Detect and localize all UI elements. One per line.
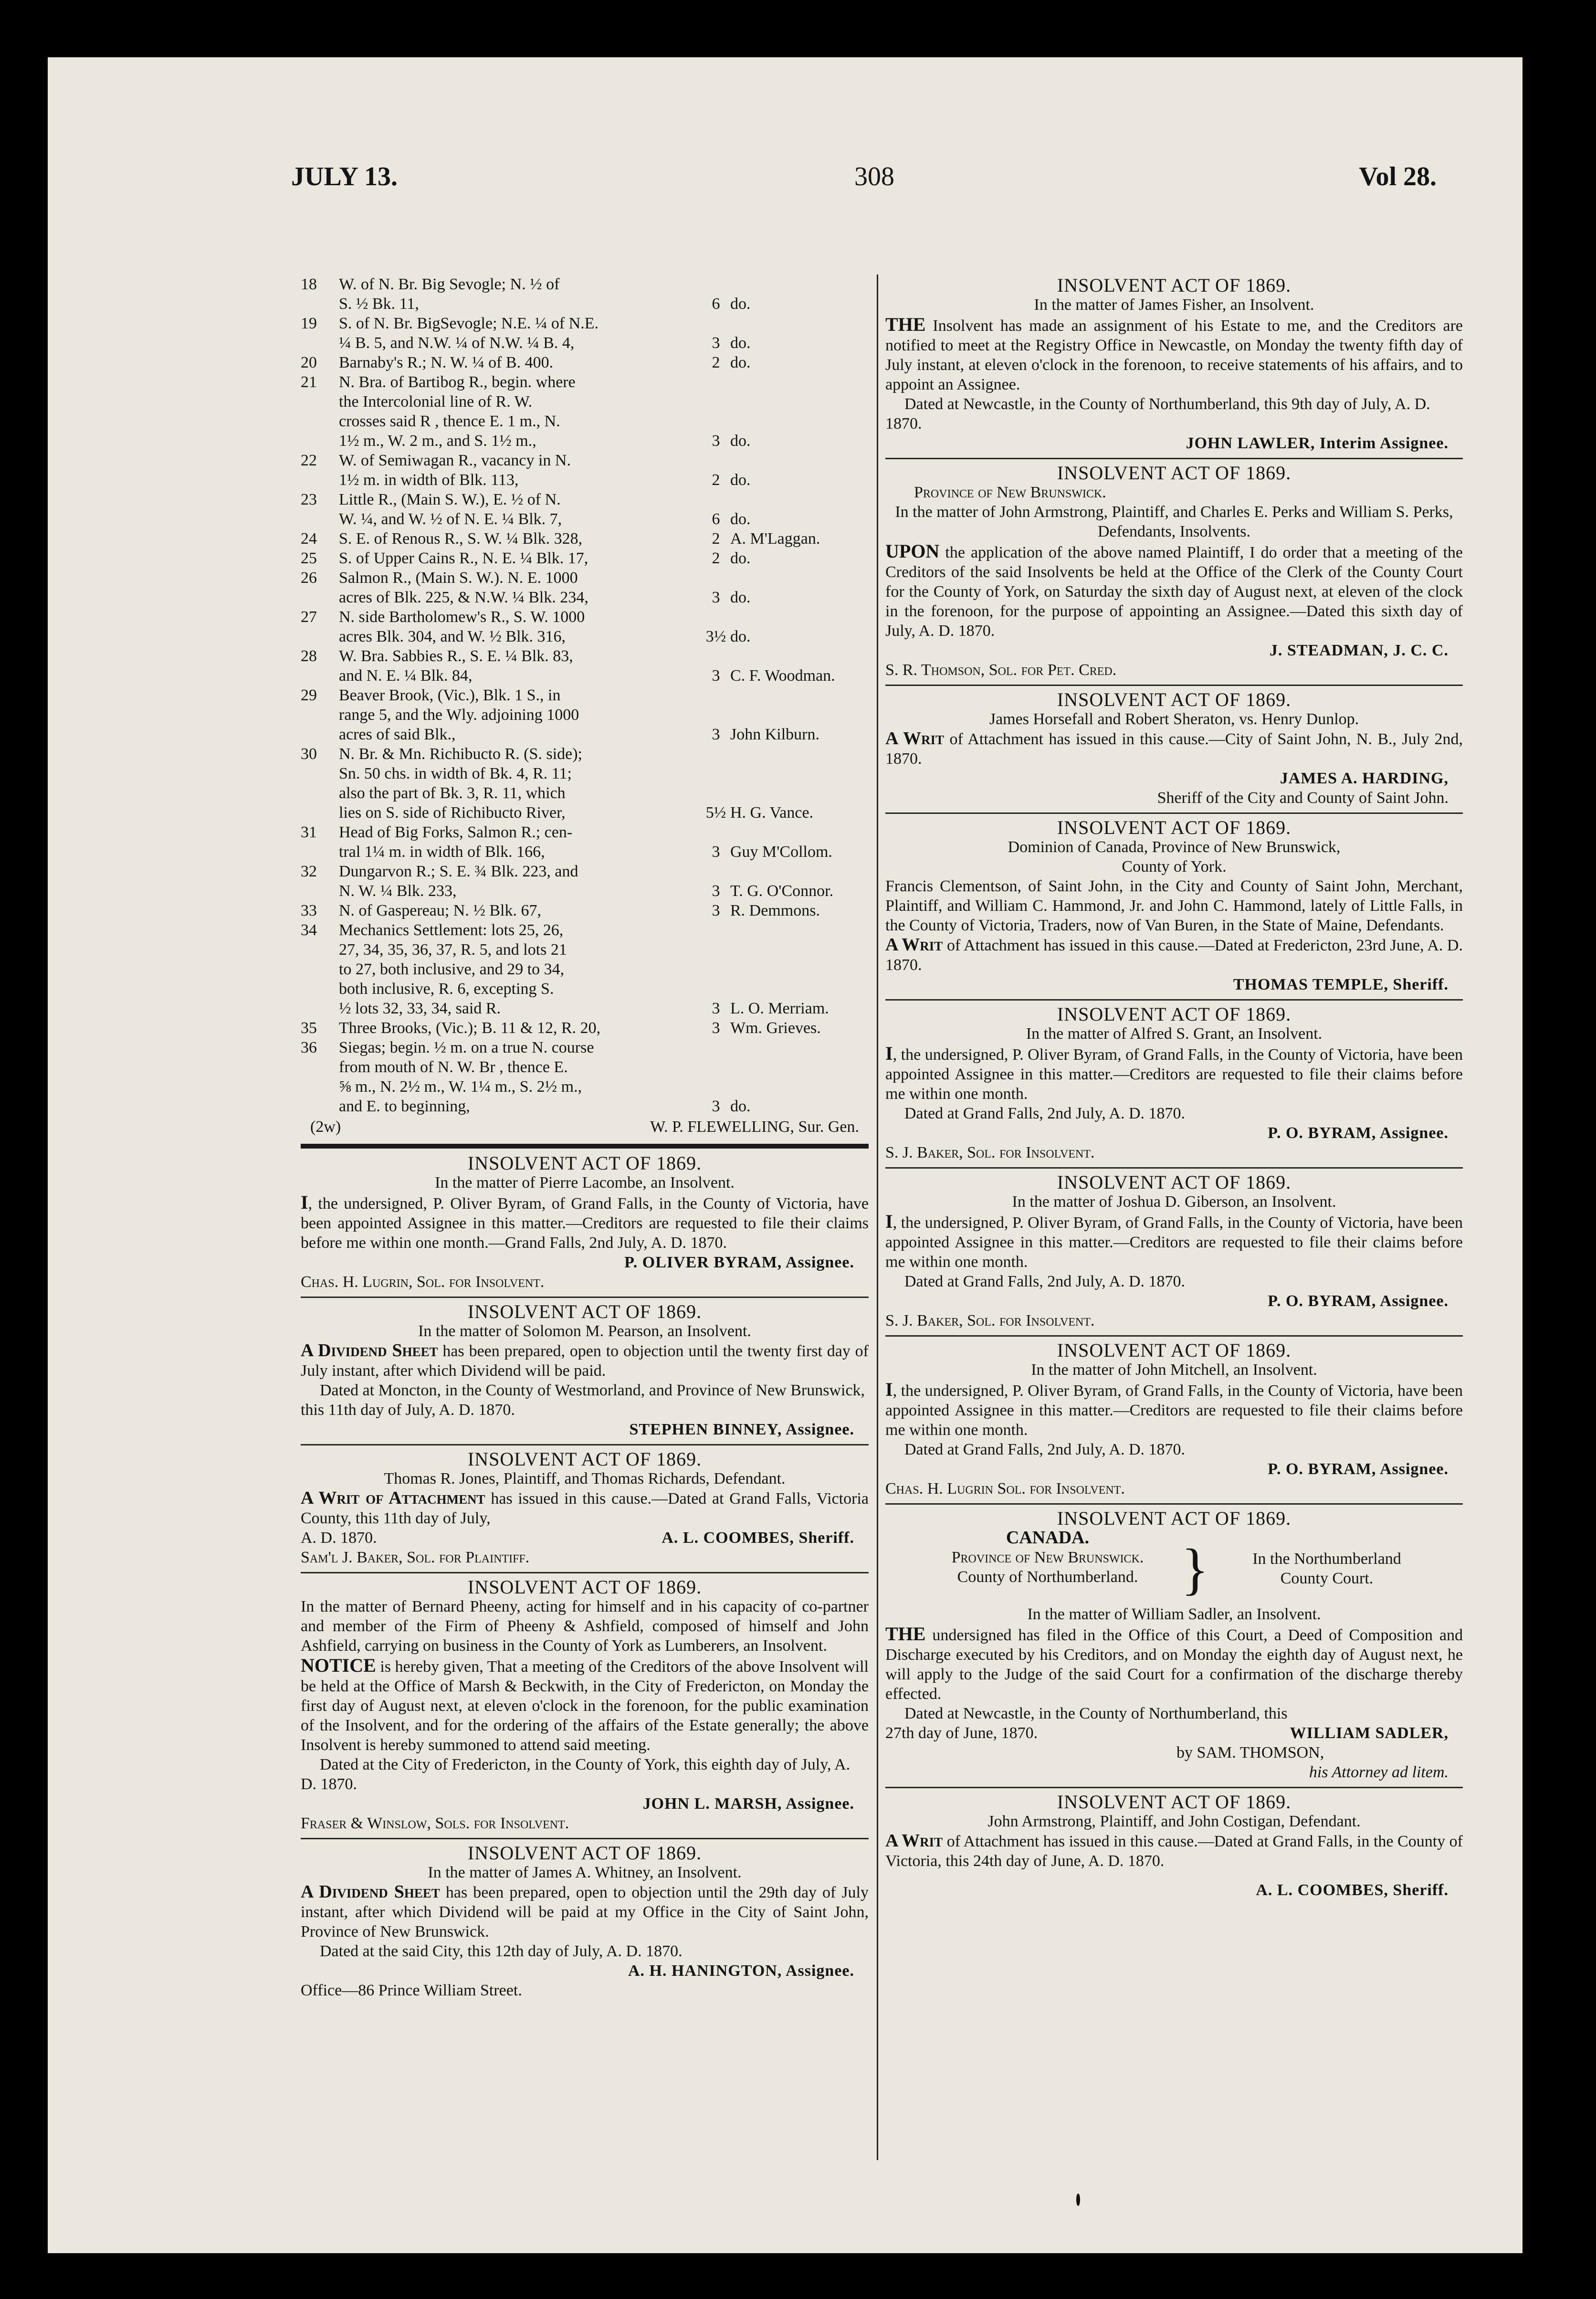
notice-body [885, 935, 1463, 975]
notice-text: has been prepared, open to objection until the 29th day of July instant, after which Dividend will be paid at my Office in the City of Saint John, Province of New Brunswick. [301, 1884, 869, 1940]
lot-number: 20 [301, 354, 317, 371]
land-list-item [301, 920, 869, 1018]
lot-applicant: do. [730, 471, 751, 489]
country-name: CANADA. [1006, 1528, 1090, 1548]
notice-title: INSOLVENT ACT OF 1869. [1057, 274, 1292, 296]
land-list-item [301, 548, 869, 568]
notice-rule [885, 999, 1463, 1001]
lot-quantity: 6 [712, 510, 720, 528]
notice-lead: I [885, 1043, 893, 1064]
lot-quantity: 3 [712, 726, 720, 743]
notice-title: INSOLVENT ACT OF 1869. [1057, 689, 1292, 710]
notice-title: INSOLVENT ACT OF 1869. [1057, 462, 1292, 484]
notice-rule [885, 812, 1463, 814]
notice [885, 690, 1463, 808]
notice [885, 1172, 1463, 1330]
notice-text: , the undersigned, P. Oliver Byram, of Grand Falls, in the County of Victoria, have been appointed Assignee in this matter.—Creditors are requested to file their claims before me within one month. [885, 1214, 1463, 1271]
notice [885, 1792, 1463, 1900]
notice-subtitle: Thomas R. Jones, Plaintiff, and Thomas Richards, Defendant. [384, 1470, 786, 1487]
lot-number: 24 [301, 530, 317, 548]
notice [885, 1508, 1463, 1782]
notice-text: the application of the above named Plaintiff, I do order that a meeting of the Creditors of the said Insolvents be held at the Office of the Clerk of the County Court for the County of York, on Saturday the sixth day of August next, at eleven of the clock in the forenoon, for the purpose of appointing an Assignee.—Dated this sixth day of July, A. D. 1870. [885, 544, 1463, 640]
column-divider [877, 274, 878, 2160]
lot-description: Mechanics Settlement: lots 25, 26, 27, 34, 35, 36, 37, R. 5, and lots 21 to 27, both inclusive, and 29 to 34, both inclusive, R. 6, excepting S. ½ lots 32, 33, 34, said R. [339, 921, 567, 1017]
lot-number: 23 [301, 491, 317, 508]
province-name: Province of New Brunswick. [951, 1549, 1144, 1566]
notice-dated: Dated at Moncton, in the County of Westmorland, and Province of New Brunswick, this 11th day of July, A. D. 1870. [301, 1382, 865, 1419]
notice-signature-title: Sheriff of the City and County of Saint John. [1157, 789, 1449, 807]
notice-dated: Dated at Grand Falls, 2nd July, A. D. 1870. [904, 1441, 1186, 1458]
lot-applicant: L. O. Merriam. [730, 1000, 829, 1017]
lot-number: 25 [301, 549, 317, 567]
notice-signature-line [885, 1723, 1463, 1743]
land-list-item [301, 862, 869, 901]
lot-number: 35 [301, 1019, 317, 1037]
notice-text: is hereby given, That a meeting of the Creditors of the above Insolvent will be held at the Office of Marsh & Beckwith, in the City of Fredericton, on Monday the first day of August next, at eleven o'clock in the forenoon, for the public examination of the Insolvent, and for the ordering of the affairs of the Estate generally; the above Insolvent is hereby summoned to attend said meeting. [301, 1658, 869, 1754]
notice-signature: JAMES A. HARDING, [1280, 770, 1449, 787]
lot-description: Salmon R., (Main S. W.). N. E. 1000 acres of Blk. 225, & N.W. ¼ Blk. 234, [339, 569, 588, 606]
notice-solicitor: S. J. Baker, Sol. for Insolvent. [885, 1312, 1095, 1329]
lot-number: 26 [301, 569, 317, 587]
lot-applicant: do. [730, 628, 751, 645]
land-list-item [301, 490, 869, 529]
lot-description: Little R., (Main S. W.), E. ½ of N. W. ¼, and W. ½ of N. E. ¼ Blk. 7, [339, 491, 562, 528]
notice-rule [885, 458, 1463, 459]
notice-lead: NOTICE [301, 1655, 376, 1676]
notice-dated: Dated at Grand Falls, 2nd July, A. D. 1870. [904, 1105, 1186, 1122]
surveyor-signature: W. P. FLEWELLING, Sur. Gen. [650, 1118, 859, 1136]
lot-description: S. E. of Renous R., S. W. ¼ Blk. 328, [339, 530, 583, 548]
lot-applicant: R. Demmons. [730, 902, 820, 919]
insertion-tag: (2w) [310, 1118, 341, 1136]
land-list-item [301, 451, 869, 490]
notice-lead: A Writ [885, 728, 945, 749]
notice-signature-role: his Attorney ad litem. [1309, 1763, 1449, 1781]
lot-description: Siegas; begin. ½ m. on a true N. course from mouth of N. W. Br , thence E. ⅝ m., N. 2½ m., W. 1¼ m., S. 2½ m., and E. to beginning, [339, 1039, 594, 1115]
notice-body [885, 1380, 1463, 1440]
notice-lead: THE [885, 314, 926, 335]
page-number: 308 [854, 162, 894, 191]
notice [885, 1004, 1463, 1162]
notice-subtitle: In the matter of Solomon M. Pearson, an Insolvent. [418, 1322, 751, 1340]
notice-lead: I [301, 1192, 308, 1213]
brace-glyph: } [1181, 1537, 1209, 1601]
land-list-item [301, 685, 869, 744]
notice-dated: Dated at the City of Fredericton, in the County of York, this eighth day of July, A. D. 1870. [301, 1756, 850, 1793]
lot-number: 32 [301, 863, 317, 880]
lot-quantity: 2 [712, 471, 720, 489]
notice-solicitor: Sam'l J. Baker, Sol. for Plaintiff. [301, 1549, 530, 1566]
lot-number: 27 [301, 608, 317, 626]
notice-body [885, 1831, 1463, 1871]
notice-body [301, 1488, 869, 1528]
notice-title: INSOLVENT ACT OF 1869. [1057, 1003, 1292, 1025]
lot-quantity: 3 [712, 589, 720, 606]
notice-date-fragment: A. D. 1870. [301, 1529, 377, 1547]
notice-subtitle: In the matter of John Mitchell, an Insolvent. [1031, 1361, 1317, 1379]
lot-description: Beaver Brook, (Vic.), Blk. 1 S., in range 5, and the Wly. adjoining 1000 acres of said Blk., [339, 686, 579, 743]
notice-body [885, 1624, 1463, 1704]
lot-quantity: 3½ [705, 628, 726, 645]
lot-description: S. of Upper Cains R., N. E. ¼ Blk. 17, [339, 549, 588, 567]
lot-quantity: 5½ [705, 804, 726, 822]
notice-signature: P. OLIVER BYRAM, Assignee. [624, 1254, 854, 1271]
notice-body [301, 1656, 869, 1755]
notice [885, 463, 1463, 680]
notice [885, 275, 1463, 453]
lot-applicant: do. [730, 549, 751, 567]
notice-subtitle: In the matter of Alfred S. Grant, an Insolvent. [1026, 1025, 1323, 1043]
lot-number: 19 [301, 315, 317, 332]
notice-dated: Dated at Newcastle, in the County of Northumberland, this 9th day of July, A. D. 1870. [885, 395, 1430, 432]
notice-province: Dominion of Canada, Province of New Brunswick, [1008, 838, 1341, 856]
notice-signature: P. O. BYRAM, Assignee. [1268, 1124, 1449, 1142]
notice-lead: UPON [885, 540, 940, 562]
notice-rule [301, 1297, 869, 1298]
notice-dated: Dated at the said City, this 12th day of July, A. D. 1870. [320, 1942, 682, 1960]
land-list [301, 274, 869, 1138]
volume-number: Vol 28. [1359, 162, 1437, 191]
notice-solicitor: Chas. H. Lugrin Sol. for Insolvent. [885, 1480, 1125, 1498]
lot-quantity: 3 [712, 1000, 720, 1017]
page-header [291, 161, 1437, 200]
notice-solicitor: Chas. H. Lugrin, Sol. for Insolvent. [301, 1273, 545, 1291]
lot-description: Three Brooks, (Vic.); B. 11 & 12, R. 20, [339, 1019, 601, 1037]
lot-applicant: A. M'Laggan. [730, 530, 820, 548]
court-name-line1: In the Northumberland [1252, 1550, 1401, 1568]
notice-lead: A Dividend Sheet [301, 1340, 438, 1360]
lot-number: 33 [301, 902, 317, 919]
lot-description: N. of Gaspereau; N. ½ Blk. 67, [339, 902, 541, 919]
court-heading [885, 1528, 1463, 1604]
land-list-signature [301, 1117, 869, 1138]
notice-text: , the undersigned, P. Oliver Byram, of Grand Falls, in the County of Victoria, have been appointed Assignee in this matter.—Creditors are requested to file their claims before me within one month. [885, 1382, 1463, 1439]
notice-rule [885, 1787, 1463, 1788]
notice-signature: P. O. BYRAM, Assignee. [1268, 1292, 1449, 1310]
lot-applicant: do. [730, 1097, 751, 1115]
notice-dated: Dated at Grand Falls, 2nd July, A. D. 1870. [904, 1273, 1186, 1290]
lot-quantity: 3 [712, 334, 720, 352]
notice-rule [885, 685, 1463, 686]
lot-applicant: John Kilburn. [730, 726, 819, 743]
left-column [301, 274, 869, 2165]
lot-quantity: 6 [712, 295, 720, 313]
land-list-item [301, 353, 869, 372]
notice-title: INSOLVENT ACT OF 1869. [1057, 1171, 1292, 1193]
land-list-item [301, 274, 869, 314]
notice-subtitle: Francis Clementson, of Saint John, in the City and County of Saint John, Merchant, Plaintiff, and William C. Hammond, Jr. and John C. Hammond, lately of Little Falls, in the County of Victoria, Traders, now of Van Buren, in the State of Maine, Defendants. [885, 877, 1463, 934]
notice-title: INSOLVENT ACT OF 1869. [1057, 1339, 1292, 1361]
notice-text: of Attachment has issued in this cause.—Dated at Fredericton, 23rd June, A. D. 1870. [885, 937, 1463, 974]
notice-subtitle: In the matter of Joshua D. Giberson, an Insolvent. [1012, 1193, 1336, 1211]
lot-number: 36 [301, 1039, 317, 1056]
notice-rule [301, 1838, 869, 1839]
notice-body [885, 541, 1463, 641]
lot-quantity: 2 [712, 354, 720, 371]
lot-quantity: 3 [712, 1019, 720, 1037]
notice-body [885, 315, 1463, 394]
court-name [1219, 1549, 1434, 1588]
county-name: County of Northumberland. [957, 1568, 1138, 1586]
notice-title: INSOLVENT ACT OF 1869. [1057, 1791, 1292, 1813]
notice [885, 818, 1463, 994]
lot-applicant: T. G. O'Connor. [730, 882, 834, 900]
land-list-item [301, 529, 869, 548]
lot-number: 30 [301, 745, 317, 763]
lot-number: 28 [301, 647, 317, 665]
lot-quantity: 3 [712, 432, 720, 450]
notice-text: , the undersigned, P. Oliver Byram, of Grand Falls, in the County of Victoria, have been appointed Assignee in this matter.—Creditors are requested to file their claims before me within one month.—Grand Falls, 2nd July, A. D. 1870. [301, 1195, 869, 1252]
notice-solicitor: Fraser & Winslow, Sols. for Insolvent. [301, 1814, 569, 1832]
lot-description: S. of N. Br. BigSevogle; N.E. ¼ of N.E. ¼ B. 5, and N.W. ¼ of N.W. ¼ B. 4, [339, 315, 598, 352]
lot-applicant: do. [730, 432, 751, 450]
notice-rule [885, 1167, 1463, 1169]
notice-body [301, 1882, 869, 1941]
notice-signature-attorney: by SAM. THOMSON, [1176, 1744, 1324, 1761]
lot-quantity: 3 [712, 1097, 720, 1115]
notice-title: INSOLVENT ACT OF 1869. [467, 1301, 702, 1322]
notice-text: has issued in this cause.—Dated at Grand Falls, Victoria County, this 11th day of July, [301, 1490, 869, 1527]
notice-office-address: Office—86 Prince William Street. [301, 1982, 522, 1999]
notice-title: INSOLVENT ACT OF 1869. [1057, 1508, 1292, 1529]
notice-title: INSOLVENT ACT OF 1869. [467, 1576, 702, 1598]
lot-applicant: C. F. Woodman. [730, 667, 835, 685]
notice-signature: J. STEADMAN, J. C. C. [1269, 642, 1449, 659]
notice-title: INSOLVENT ACT OF 1869. [1057, 817, 1292, 838]
lot-applicant: do. [730, 354, 751, 371]
notice-lead: THE [885, 1623, 926, 1645]
notice [301, 1843, 869, 2000]
notice-lead: A Writ of Attachment [301, 1488, 485, 1508]
land-list-item [301, 1018, 869, 1038]
lot-applicant: H. G. Vance. [730, 804, 814, 822]
notice-text: undersigned has filed in the Office of this Court, a Deed of Composition and Discharge executed by his Creditors, and on Monday the eighth day of August next, he will apply to the Judge of the said Court for a confirmation of the discharge thereby effected. [885, 1626, 1463, 1703]
notice-body [885, 729, 1463, 769]
notice-rule [301, 1444, 869, 1445]
notice-signature: A. L. COOMBES, Sheriff. [662, 1529, 854, 1547]
notice-date-fragment: 27th day of June, 1870. [885, 1724, 1038, 1742]
notice-rule [885, 1503, 1463, 1505]
notice-subtitle: In the matter of Bernard Pheeny, acting for himself and in his capacity of co-partner and member of the Firm of Pheeny & Ashfield, composed of himself and John Ashfield, carrying on business in the County of York as Lumberers, an Insolvent. [301, 1598, 869, 1655]
notice [301, 1577, 869, 1833]
notice-body [885, 1044, 1463, 1104]
notice-text: of Attachment has issued in this cause.—Dated at Grand Falls, in the County of Victoria, this 24th day of June, A. D. 1870. [885, 1833, 1463, 1870]
land-list-item [301, 744, 869, 823]
land-list-item [301, 372, 869, 451]
notice-signature: JOHN L. MARSH, Assignee. [642, 1795, 854, 1813]
ink-speck [1076, 2194, 1080, 2206]
notice [301, 1449, 869, 1567]
lot-applicant: Wm. Grieves. [730, 1019, 821, 1037]
notice-subtitle: In the matter of James Fisher, an Insolvent. [1034, 296, 1314, 314]
notice-solicitor: S. R. Thomson, Sol. for Pet. Cred. [885, 661, 1117, 679]
lot-number: 34 [301, 921, 317, 939]
notice-subtitle: In the matter of Pierre Lacombe, an Insolvent. [435, 1174, 735, 1192]
notice-subtitle: In the matter of John Armstrong, Plaintiff, and Charles E. Perks and William S. Perks, Defendants, Insolvents. [895, 503, 1453, 540]
notice-signature: THOMAS TEMPLE, Sheriff. [1233, 976, 1449, 993]
lot-description: W. of Semiwagan R., vacancy in N. 1½ m. in width of Blk. 113, [339, 452, 571, 489]
lot-quantity: 2 [712, 530, 720, 548]
notice-subtitle: James Horsefall and Robert Sheraton, vs. Henry Dunlop. [989, 710, 1359, 728]
lot-quantity: 3 [712, 902, 720, 919]
notice [301, 1302, 869, 1439]
lot-applicant: do. [730, 334, 751, 352]
lot-description: W. of N. Br. Big Sevogle; N. ½ of S. ½ Bk. 11, [339, 275, 560, 313]
notice-lead: A Writ [885, 935, 943, 955]
notice-text: , the undersigned, P. Oliver Byram, of Grand Falls, in the County of Victoria, have been appointed Assignee in this matter.—Creditors are requested to file their claims before me within one month. [885, 1046, 1463, 1103]
notice-province: Province of New Brunswick. [914, 484, 1106, 501]
land-list-item [301, 646, 869, 685]
notice-signature: JOHN LAWLER, Interim Assignee. [1186, 434, 1449, 452]
notice-subtitle: In the matter of James A. Whitney, an Insolvent. [428, 1864, 742, 1881]
lot-applicant: do. [730, 510, 751, 528]
notice-text: of Attachment has issued in this cause.—City of Saint John, N. B., July 2nd, 1870. [885, 730, 1463, 768]
notice-lead: I [885, 1379, 893, 1400]
lot-description: Barnaby's R.; N. W. ¼ of B. 400. [339, 354, 554, 371]
land-list-item [301, 568, 869, 607]
notice-subtitle: In the matter of William Sadler, an Insolvent. [1027, 1605, 1321, 1623]
lot-number: 21 [301, 373, 317, 391]
notice-signature: P. O. BYRAM, Assignee. [1268, 1460, 1449, 1478]
lot-description: N. Br. & Mn. Richibucto R. (S. side); Sn. 50 chs. in width of Bk. 4, R. 11; also the part of Bk. 3, R. 11, which lies on S. side of Richibucto River, [339, 745, 582, 822]
notice-title: INSOLVENT ACT OF 1869. [467, 1842, 702, 1864]
notice [301, 1153, 869, 1292]
lot-description: W. Bra. Sabbies R., S. E. ¼ Blk. 83, and N. E. ¼ Blk. 84, [339, 647, 573, 685]
notice [885, 1340, 1463, 1498]
right-column [885, 274, 1463, 2165]
notice-title: INSOLVENT ACT OF 1869. [467, 1448, 702, 1470]
lot-applicant: do. [730, 295, 751, 313]
lot-number: 31 [301, 823, 317, 841]
notice-signature: STEPHEN BINNEY, Assignee. [629, 1421, 854, 1438]
lot-description: Head of Big Forks, Salmon R.; cen- tral 1¼ m. in width of Blk. 166, [339, 823, 573, 861]
section-rule [301, 1144, 869, 1149]
land-list-item [301, 607, 869, 646]
lot-number: 18 [301, 275, 317, 293]
lot-description: N. Bra. of Bartibog R., begin. where the Intercolonial line of R. W. crosses said R , thence E. 1 m., N. 1½ m., W. 2 m., and S. 1½ m., [339, 373, 576, 450]
notice-county: County of York. [1122, 858, 1227, 875]
land-list-item [301, 314, 869, 353]
notice-body [301, 1341, 869, 1381]
land-list-item [301, 901, 869, 920]
lot-quantity: 3 [712, 667, 720, 685]
land-list-item [301, 823, 869, 862]
notice-text: has been prepared, open to objection until the twenty first day of July instant, after which Dividend will be paid. [301, 1342, 869, 1380]
notice-solicitor: S. J. Baker, Sol. for Insolvent. [885, 1144, 1095, 1161]
notice-text: Insolvent has made an assignment of his Estate to me, and the Creditors are notified to meet at the Registry Office in Newcastle, on Monday the twenty fifth day of July instant, at eleven o'clock in the forenoon, to receive statements of his affairs, and to appoint an Assignee. [885, 317, 1463, 393]
lot-number: 29 [301, 686, 317, 704]
lot-number: 22 [301, 452, 317, 469]
notice-dated: Dated at Newcastle, in the County of Northumberland, this [904, 1705, 1288, 1722]
notice-rule [885, 1335, 1463, 1337]
notice-signature: WILLIAM SADLER, [1290, 1724, 1449, 1742]
notice-body [301, 1192, 869, 1253]
lot-quantity: 2 [712, 549, 720, 567]
land-list-item [301, 1038, 869, 1116]
notice-rule [301, 1572, 869, 1573]
court-jurisdiction [919, 1528, 1176, 1587]
lot-applicant: do. [730, 589, 751, 606]
notice-lead: I [885, 1211, 893, 1232]
lot-description: Dungarvon R.; S. E. ¾ Blk. 223, and N. W. ¼ Blk. 233, [339, 863, 578, 900]
issue-date: JULY 13. [291, 162, 398, 191]
notice-title: INSOLVENT ACT OF 1869. [467, 1152, 702, 1174]
newspaper-page [48, 57, 1522, 2253]
notice-body [885, 1212, 1463, 1272]
notice-lead: A Writ [885, 1831, 943, 1851]
notice-signature: A. H. HANINGTON, Assignee. [628, 1962, 854, 1980]
notice-signature-line [301, 1528, 869, 1548]
lot-applicant: Guy M'Collom. [730, 843, 832, 861]
notice-signature: A. L. COOMBES, Sheriff. [1256, 1881, 1449, 1899]
lot-quantity: 3 [712, 843, 720, 861]
court-name-line2: County Court. [1280, 1570, 1374, 1587]
notice-lead: A Dividend Sheet [301, 1882, 440, 1902]
notice-subtitle: John Armstrong, Plaintiff, and John Costigan, Defendant. [987, 1813, 1361, 1830]
lot-quantity: 3 [712, 882, 720, 900]
lot-description: N. side Bartholomew's R., S. W. 1000 acres Blk. 304, and W. ½ Blk. 316, [339, 608, 585, 645]
